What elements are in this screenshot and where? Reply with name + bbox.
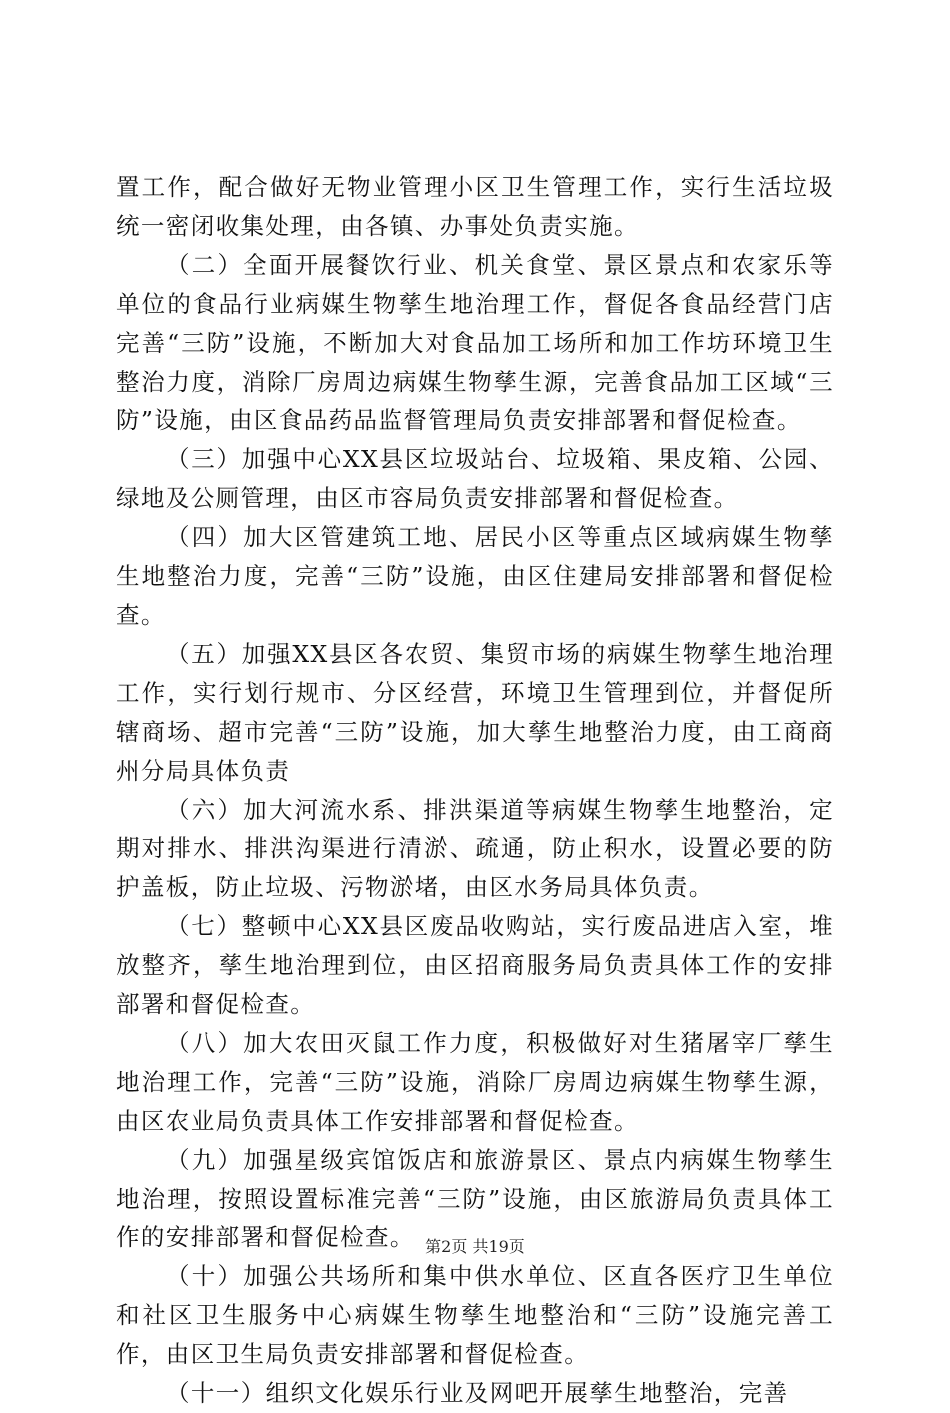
paragraph-item-3: （三）加强中心XX县区垃圾站台、垃圾箱、果皮箱、公园、绿地及公厕管理，由区市容局负责安排部署和督促检查。: [116, 445, 834, 513]
paragraph-item-4: （四）加大区管建筑工地、居民小区等重点区域病媒生物孳生地整治力度，完善“三防”设施，由区住建局安排部署和督促检查。: [116, 523, 834, 629]
paragraph-item-11: （十一）组织文化娱乐行业及网吧开展孳生地整治，完善: [166, 1379, 789, 1408]
paragraph-item-6: （六）加大河流水系、排洪渠道等病媒生物孳生地整治，定期对排水、排洪沟渠进行清淤、疏通，防止积水，设置必要的防护盖板，防止垃圾、污物淤堵，由区水务局具体负责。: [116, 795, 834, 902]
paragraph-item-8: （八）加大农田灭鼠工作力度，积极做好对生猪屠宰厂孳生地治理工作，完善“三防”设施，消除厂房周边病媒生物孳生源，由区农业局负责具体工作安排部署和督促检查。: [116, 1028, 834, 1135]
document-body: [116, 168, 834, 1413]
paragraph-item-2: （二）全面开展餐饮行业、机关食堂、景区景点和农家乐等单位的食品行业病媒生物孳生地治理工作，督促各食品经营门店完善“三防”设施，不断加大对食品加工场所和加工作坊环境卫生整治力度，消除厂房周边病媒生物孳生源，完善食品加工区域“三防”设施，由区食品药品监督管理局负责安排部署和督促检查。: [116, 250, 834, 435]
paragraph-item-10: （十）加强公共场所和集中供水单位、区直各医疗卫生单位和社区卫生服务中心病媒生物孳生地整治和“三防”设施完善工作，由区卫生局负责安排部署和督促检查。: [116, 1262, 834, 1369]
paragraph-item-7: （七）整顿中心XX县区废品收购站，实行废品进店入室，堆放整齐，孳生地治理到位，由区招商服务局负责具体工作的安排部署和督促检查。: [116, 912, 834, 1019]
paragraph-item-5: （五）加强XX县区各农贸、集贸市场的病媒生物孳生地治理工作，实行划行规市、分区经营，环境卫生管理到位，并督促所辖商场、超市完善“三防”设施，加大孳生地整治力度，由工商商州分局具体负责: [116, 639, 834, 785]
page-number-footer: 第2页 共19页: [425, 1237, 525, 1256]
paragraph-continuation: 置工作，配合做好无物业管理小区卫生管理工作，实行生活垃圾统一密闭收集处理，由各镇、办事处负责实施。: [116, 173, 834, 240]
paragraph-item-9: （九）加强星级宾馆饭店和旅游景区、景点内病媒生物孳生地治理，按照设置标准完善“三防”设施，由区旅游局负责具体工作的安排部署和督促检查。: [116, 1145, 834, 1252]
